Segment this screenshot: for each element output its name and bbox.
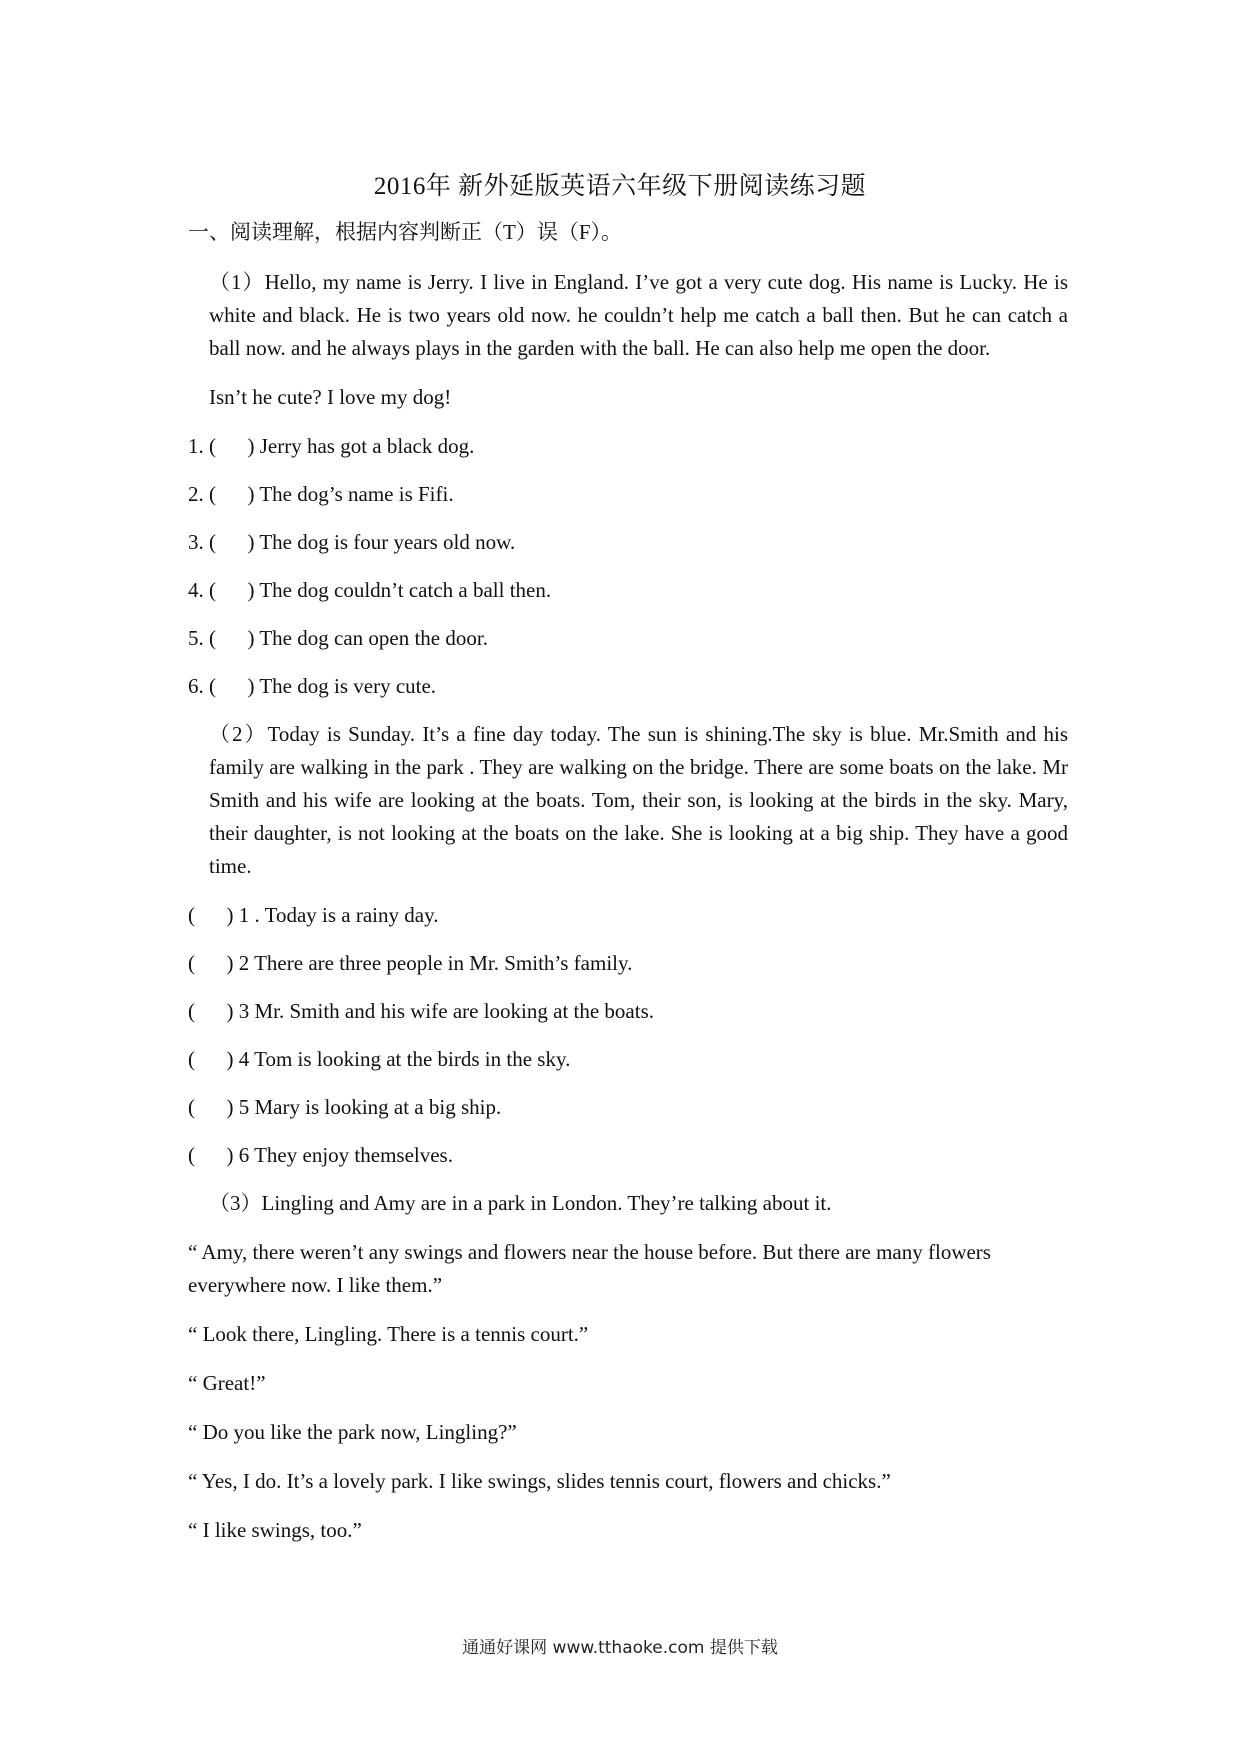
passage-3-dialogue-line: “ Yes, I do. It’s a lovely park. I like swings, slides tennis court, flowers and chicks.” xyxy=(188,1469,891,1493)
passage-2-question-4: ( ) 4 Tom is looking at the birds in the sky. xyxy=(188,1047,571,1071)
passage-2-question-6: ( ) 6 They enjoy themselves. xyxy=(188,1143,453,1167)
document-body xyxy=(188,216,1068,1563)
section-heading: 一、阅读理解，根据内容判断正（T）误（F）。 xyxy=(188,220,623,244)
passage-1-question-6: 6. ( ) The dog is very cute. xyxy=(188,674,437,698)
passage-3-dialogue-line: “ Look there, Lingling. There is a tennis court.” xyxy=(188,1322,589,1346)
passage-3-dialogue-line: “ Great!” xyxy=(188,1371,266,1395)
passage-3-intro: （3）Lingling and Amy are in a park in London. They’re talking about it. xyxy=(209,1191,832,1215)
passage-2-question-3: ( ) 3 Mr. Smith and his wife are looking at the boats. xyxy=(188,999,655,1023)
page-title: 2016年 新外延版英语六年级下册阅读练习题 xyxy=(373,173,867,200)
passage-1-question-3: 3. ( ) The dog is four years old now. xyxy=(188,530,516,554)
passage-3-dialogue-line: “ I like swings, too.” xyxy=(188,1518,362,1542)
passage-1-question-4: 4. ( ) The dog couldn’t catch a ball then. xyxy=(188,578,552,602)
passage-1-question-5: 5. ( ) The dog can open the door. xyxy=(188,626,488,650)
page-footer: 通通好课网 www.tthaoke.com 提供下载 xyxy=(462,1638,778,1658)
passage-1-question-2: 2. ( ) The dog’s name is Fifi. xyxy=(188,482,454,506)
passage-3-dialogue-line: “ Amy, there weren’t any swings and flowers near the house before. But there are many flowers everywhere now. I like them.” xyxy=(188,1240,991,1297)
passage-2-question-1: ( ) 1 . Today is a rainy day. xyxy=(188,903,439,927)
passage-1-closing: Isn’t he cute? I love my dog! xyxy=(209,385,452,409)
passage-3-dialogue-line: “ Do you like the park now, Lingling?” xyxy=(188,1420,517,1444)
passage-2-question-5: ( ) 5 Mary is looking at a big ship. xyxy=(188,1095,502,1119)
passage-2-question-2: ( ) 2 There are three people in Mr. Smith’s family. xyxy=(188,951,633,975)
passage-2-paragraph: （2）Today is Sunday. It’s a fine day today. The sun is shining.The sky is blue. Mr.Smith and his family are walking in the park . They are walking on the bridge. There are some boats on the lake. Mr Smith and his wife are looking at the boats. Tom, their son, is looking at the birds in the sky. Mary, their daughter, is not looking at the boats on the lake. She is looking at a big ship. They have a good time. xyxy=(209,722,1068,878)
passage-1-question-1: 1. ( ) Jerry has got a black dog. xyxy=(188,434,475,458)
passage-1-paragraph: （1）Hello, my name is Jerry. I live in England. I’ve got a very cute dog. His name is Lucky. He is white and black. He is two years old now. he couldn’t help me catch a ball then. But he can catch a ball now. and he always plays in the garden with the ball. He can also help me open the door. xyxy=(209,270,1068,360)
